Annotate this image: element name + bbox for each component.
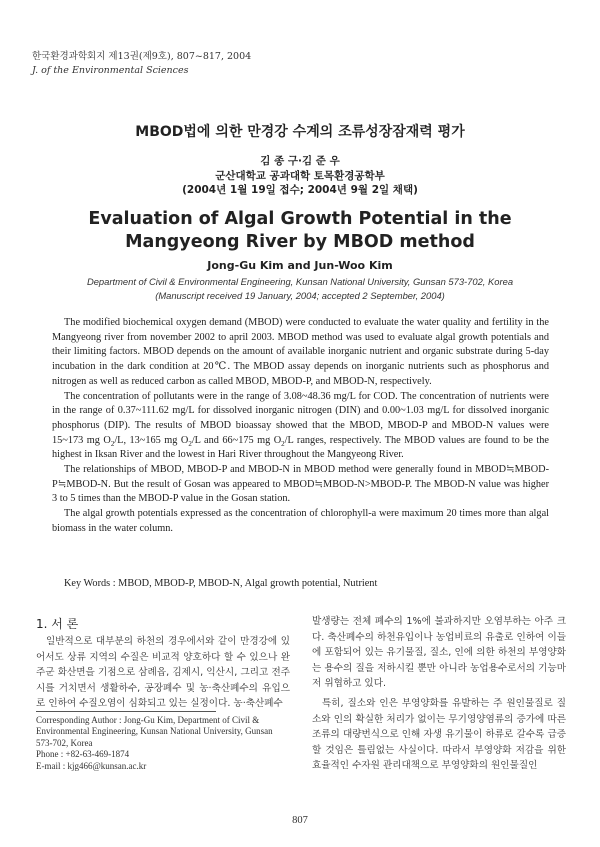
subscript-2: 2 [188,439,192,448]
page-number: 807 [292,815,308,826]
english-authors: Jong-Gu Kim and Jun-Woo Kim [207,259,393,272]
english-title [0,208,600,254]
footnote-phone: Phone : +82-63-469-1874 [36,749,130,760]
right-column-paragraph-2: 특히, 질소와 인은 부영양화를 유발하는 주 원인물질로 질소와 인의 확실한 처리가 없이는 무기영양염류의 증가에 따른 조류의 대량번식으로 인해 자생 유기물이 하류로 갈수록 급증할 것임은 틀림없는 사실이다. 따라서 부영양화 저감을 위한 효율적인 수자원 관리대책으로 부영양화의 원인물질인 [312,697,566,772]
abstract-paragraph-4: The algal growth potentials expressed as the concentration of chlorophyll-a were maximum 20 times more than algal biomass in the water column. [52,508,549,534]
english-title-line-2: Mangyeong River by MBOD method [125,232,475,252]
korean-received-dates: (2004년 1월 19일 접수; 2004년 9월 2일 채택) [182,184,418,196]
corresponding-author-footnote [36,715,290,772]
left-column-paragraph: 일반적으로 대부분의 하천의 경우에서와 같이 만경강에 있어서도 상류 지역의 수질은 비교적 양호하다 할 수 있으나 완주군 화산면을 기점으로 삼례읍, 김제시, 익산시, 그리고 전주시를 거치면서 생활하수, 공장폐수 및 농·축산폐수의 유입으로 인하여 수질오염이 심화되고 있는 실정이다. 농·축산폐수 [36,636,290,710]
abstract-p2-part-a: The concentration of pollutants were in the range of 3.08~48.36 mg/L for COD. The concentration of nutrients were in the range of 0.37~111.62 mg/L for dissolved inorganic nitrogen (DIN) and 0.00~1.03 mg/L for dissolved inorganic phosphorus (DIP). The results of MBOD bioassay showed that the MBOD, MBOD-P and MBOD-N values were 15~173 mg O [52,390,549,446]
footnote-email: E-mail : kjg466@kunsan.ac.kr [36,760,147,771]
keywords: Key Words : MBOD, MBOD-P, MBOD-N, Algal growth potential, Nutrient [64,578,378,589]
footnote-divider [36,711,216,712]
abstract-paragraph-3: The relationships of MBOD, MBOD-P and MBOD-N in MBOD method were generally found in MBOD≒MBOD-P≒MBOD-N. But the result of Gosan was appeared to MBOD≒MBOD-N>MBOD-P. The MBOD-N value was higher 3 to 5 times than the MBOD-P value in the Gosan station. [52,464,549,505]
abstract-p2-part-d: /L ranges, respectively. The MBOD values are found to be the highest in Iksan River and the lowest in Hari River throughout the Mangyeong River. [52,434,549,461]
korean-affiliation: 군산대학교 공과대학 토목환경공학부 [215,169,385,182]
footnote-author-line: Corresponding Author : Jong-Gu Kim, Department of Civil & Environmental Engineering, Kunsan National University, Gunsan 573-702, Korea [36,715,273,748]
abstract-p2-part-c: /L and 66~175 mg O [191,434,282,446]
korean-author-block [0,154,600,198]
journal-name-korean: 한국환경과학회지 제13권(제9호), 807~817, 2004 [32,51,252,62]
english-affiliation: Department of Civil & Environmental Engineering, Kunsan National University, Gunsan 573-702, Korea [86,276,514,287]
left-column [36,614,290,712]
journal-name-english: J. of the Environmental Sciences [32,65,189,76]
right-column-paragraph-1: 발생량는 전체 폐수의 1%에 불과하지만 오염부하는 아주 크다. 축산폐수의 하천유입이나 농업비료의 유출로 인하여 이들에 포함되어 있는 유기물질, 질소, 인에 의한 하천의 부영양화는 용수의 질을 저하시킬 뿐만 아니라 농업용수로서의 기능마저 위협하고 있다. [312,616,566,690]
english-affiliation-block [0,275,600,303]
english-received-dates: (Manuscript received 19 January, 2004; accepted 2 September, 2004) [155,290,445,301]
right-column [312,614,566,774]
abstract-paragraph-1: The modified biochemical oxygen demand (MBOD) were conducted to evaluate the water quality and fertility in the Mangyeong river from november 2002 to april 2003. MBOD method was used to evaluate algal growth potentials and their limiting factors. MBOD depends on the amount of available inorganic nutrient and organic substrate during 5-day incubation in the dark condition at 20℃. The MBOD assay depends on inorganic nutrients such as phosphorus and nitrogen as well as reduced carbon as called MBOD, MBOD-P, and MBOD-N, respectively. [52,317,549,387]
journal-header [32,50,251,78]
korean-title: MBOD법에 의한 만경강 수계의 조류성장잠재력 평가 [135,124,465,140]
abstract-p2-part-b: /L, 13~165 mg O [114,434,189,446]
section-heading-introduction: 1. 서 론 [36,617,79,631]
subscript-2: 2 [281,439,285,448]
abstract-paragraph-2 [52,390,549,464]
abstract [52,316,549,537]
english-title-line-1: Evaluation of Algal Growth Potential in the [88,209,512,229]
subscript-2: 2 [110,439,115,448]
korean-authors: 김 종 구·김 준 우 [260,155,340,167]
